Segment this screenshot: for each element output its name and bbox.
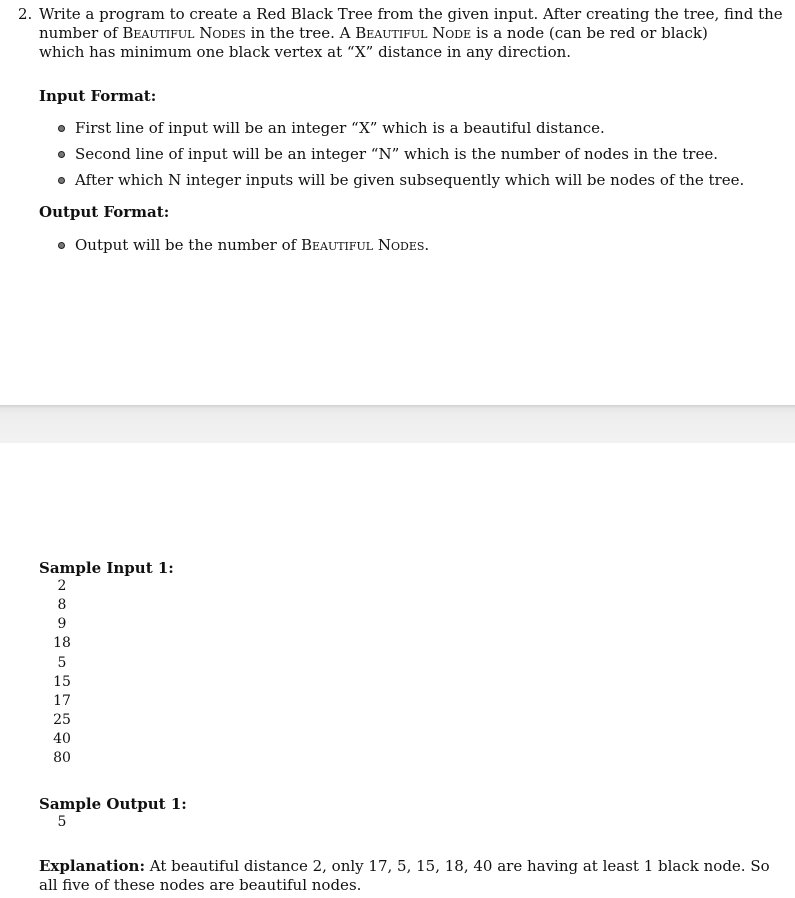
bullet-icon: [58, 125, 65, 132]
page-bottom: [0, 443, 795, 898]
page-gap: [0, 405, 795, 443]
bullet-icon: [58, 242, 65, 249]
input-format-heading: Input Format:: [39, 87, 157, 105]
question-line-3: which has minimum one black vertex at “X” distance in any direction.: [39, 43, 572, 61]
input-format-item: First line of input will be an integer “X” which is a beautiful distance.: [75, 119, 605, 137]
sample-input-line: 40: [53, 731, 71, 747]
sample-input-line: 18: [53, 635, 71, 651]
sample-input-line: 2: [57, 578, 67, 594]
bullet-icon: [58, 177, 65, 184]
input-format-item: Second line of input will be an integer “N” which is the number of nodes in the tree.: [75, 145, 718, 163]
sample-input-heading: Sample Input 1:: [39, 559, 174, 577]
bullet-icon: [58, 151, 65, 158]
output-format-item: Output will be the number of Beautiful Nodes.: [75, 236, 430, 254]
sample-input-line: 17: [53, 693, 71, 709]
sample-input-line: 9: [57, 616, 67, 632]
term-beautiful-nodes: Beautiful Nodes.: [300, 236, 430, 254]
question-number: 2.: [18, 5, 33, 23]
explanation-line-1: Explanation: At beautiful distance 2, only 17, 5, 15, 18, 40 are having at least 1 black node. So: [39, 857, 770, 875]
page-top: [0, 0, 795, 405]
sample-input-line: 80: [53, 750, 71, 766]
sample-input-line: 5: [57, 655, 67, 671]
sample-input-line: 8: [57, 597, 67, 613]
sample-input-line: 15: [53, 674, 71, 690]
explanation-label: Explanation:: [39, 857, 145, 875]
explanation-line-2: all five of these nodes are beautiful nodes.: [39, 876, 362, 894]
question-line-2: number of Beautiful Nodes in the tree. A Beautiful Node is a node (can be red or black): [39, 24, 708, 42]
question-line-1: Write a program to create a Red Black Tree from the given input. After creating the tree, find the: [39, 5, 783, 23]
input-format-item: After which N integer inputs will be given subsequently which will be nodes of the tree.: [75, 171, 745, 189]
sample-input-line: 25: [53, 712, 71, 728]
output-format-heading: Output Format:: [39, 203, 170, 221]
term-beautiful-nodes: Beautiful Nodes: [122, 24, 246, 42]
term-beautiful-node: Beautiful Node: [355, 24, 472, 42]
sample-output-heading: Sample Output 1:: [39, 795, 187, 813]
sample-output-line: 5: [57, 814, 67, 830]
